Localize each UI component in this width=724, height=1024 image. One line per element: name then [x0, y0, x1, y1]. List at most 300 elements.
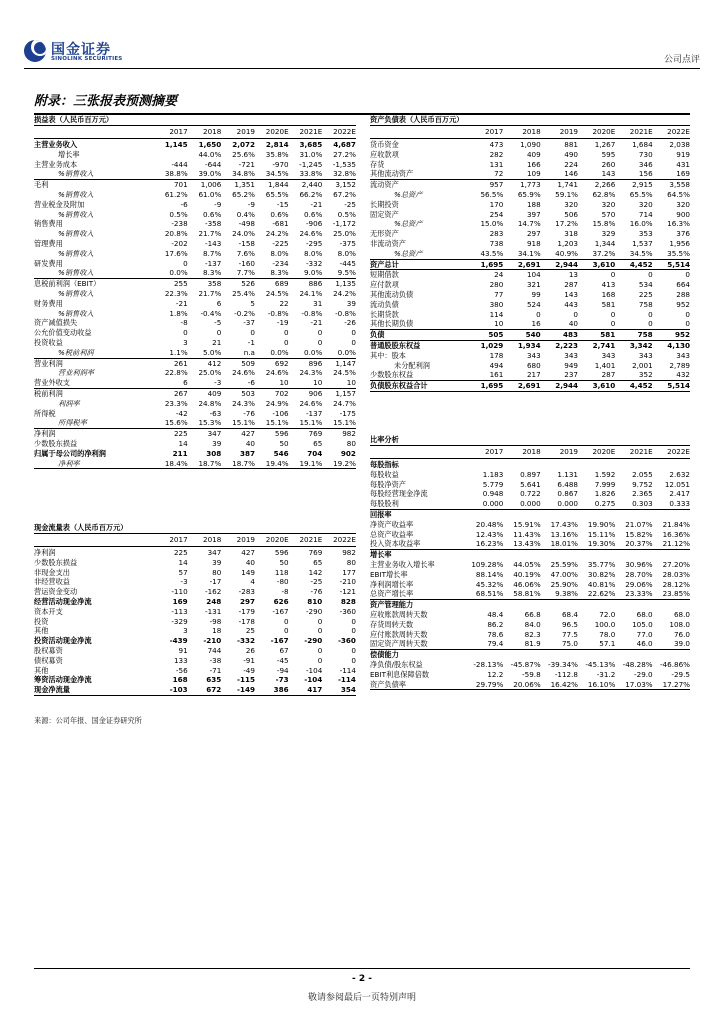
cell-value: 39 [212, 557, 222, 567]
cell-value: 0 [351, 655, 356, 665]
table-row [370, 361, 690, 371]
cell-value: 4 [250, 577, 255, 587]
cell-value: -114 [337, 675, 356, 685]
cell-value: 1.1% [169, 347, 188, 357]
cell-value: 78.0 [599, 629, 616, 639]
row-label: %销售收入 [58, 288, 94, 298]
cell-value: 595 [601, 149, 616, 159]
row-label: 普通股股东权益 [370, 340, 421, 350]
cell-value: -375 [339, 238, 356, 248]
table-row [370, 319, 690, 330]
cell-value: -114 [339, 665, 356, 675]
cell-value: -76 [243, 408, 255, 418]
table-row [370, 160, 690, 170]
cell-value: 86.2 [487, 619, 504, 629]
cell-value: 12.43% [475, 529, 504, 539]
row-label: 偿债能力 [370, 650, 399, 660]
cell-value: 15.1% [333, 418, 356, 428]
cell-value: 1.592 [594, 469, 616, 479]
cell-value: -103 [169, 685, 188, 695]
cell-value: 0.897 [520, 469, 541, 479]
cell-value: -115 [236, 675, 255, 685]
cell-value: 16.42% [550, 679, 578, 689]
cell-value: 46.06% [513, 579, 541, 589]
cell-value: -71 [209, 665, 222, 675]
table-row [34, 140, 356, 150]
table-row [34, 309, 356, 319]
cell-value: 24.7% [333, 398, 356, 408]
cell-value: -167 [272, 606, 289, 616]
cell-value: 25.90% [550, 579, 578, 589]
cell-value: -644 [205, 159, 222, 169]
cell-value: -143 [205, 238, 222, 248]
cell-value: 343 [526, 350, 541, 360]
table-row [34, 597, 356, 607]
cell-value: 22.62% [587, 589, 616, 599]
row-label: 投资 [34, 616, 49, 626]
cell-value: 0.275 [594, 499, 616, 509]
cell-value: 635 [206, 675, 222, 685]
cell-value: 39.0 [673, 639, 690, 649]
table-row [34, 169, 356, 180]
cell-value: 31 [313, 298, 323, 308]
cell-value: -290 [305, 606, 323, 616]
row-label: 净利润 [34, 548, 56, 557]
cell-value: 32.8% [333, 169, 356, 179]
row-label: %总资产 [394, 189, 423, 199]
cell-value: 4,452 [629, 381, 653, 391]
cell-value: 225 [638, 289, 653, 299]
row-label: 投资活动现金净流 [34, 636, 92, 646]
cell-value: 387 [239, 448, 255, 458]
cell-value: 1,773 [520, 180, 541, 190]
cell-value: 343 [601, 350, 616, 360]
cell-value: -45.13% [585, 659, 616, 669]
cell-value: -175 [339, 408, 356, 418]
cell-value: 23.3% [164, 398, 188, 408]
cell-value: 34.5% [629, 248, 653, 258]
cell-value: 0 [351, 626, 356, 636]
cell-value: 810 [307, 596, 323, 606]
cell-value: 2,789 [669, 360, 690, 370]
cell-value: -29.5 [671, 669, 690, 679]
cell-value [503, 460, 540, 470]
cell-value: 7.7% [236, 268, 255, 278]
row-label: EBIT利息保障倍数 [370, 669, 430, 679]
cell-value: -80 [276, 577, 289, 587]
cell-value: 14 [178, 557, 188, 567]
cell-value [578, 460, 615, 470]
cell-value: 1,537 [632, 238, 653, 248]
table-row [34, 279, 356, 289]
cell-value [541, 650, 578, 660]
cell-value: 320 [564, 199, 578, 209]
cell-value: 224 [564, 159, 578, 169]
cell-value: 18.4% [164, 458, 188, 468]
cell-value: 65.5% [629, 189, 653, 199]
table-row [370, 150, 690, 160]
row-label: 流动负债 [370, 299, 399, 309]
table-caption: 现金流量表（人民币百万元） [34, 522, 356, 534]
cell-value: 8.3% [270, 268, 289, 278]
cell-value: 4,452 [629, 259, 653, 269]
cell-value: 19.4% [265, 458, 289, 468]
cell-value: 260 [601, 159, 616, 169]
cell-value [154, 150, 188, 160]
cell-value: -721 [238, 159, 255, 169]
table-row [370, 341, 690, 351]
table-row [34, 568, 356, 578]
cell-value: 13.16% [550, 529, 578, 539]
cell-value: 2,741 [592, 340, 616, 350]
cell-value: 34.8% [232, 169, 255, 179]
cell-value: 84.0 [524, 619, 541, 629]
cell-value: 24.5% [333, 368, 356, 378]
cell-value [466, 460, 503, 470]
cell-value: 24.2% [333, 288, 356, 298]
cell-value: 17.27% [662, 679, 690, 689]
cell-value: 483 [562, 330, 578, 340]
cell-value: 1.826 [594, 489, 616, 499]
table-row [370, 381, 690, 392]
cell-value: 33.8% [299, 169, 323, 179]
table-row [34, 249, 356, 259]
cell-value: 10 [494, 319, 504, 329]
row-label: 其他 [34, 626, 49, 636]
year-header: 2018 [203, 127, 222, 136]
cell-value: 8.0% [270, 248, 289, 258]
cell-value: -158 [238, 238, 255, 248]
row-label: 少数股东权益 [370, 370, 414, 380]
row-label: 净资产收益率 [370, 519, 414, 529]
year-header: 2020E [592, 127, 616, 136]
cell-value: 30.82% [587, 569, 616, 579]
table-row [370, 489, 690, 499]
cell-value: 386 [273, 685, 289, 695]
year-header: 2017 [485, 447, 504, 456]
cell-value: 0 [648, 319, 653, 329]
cell-value: 1.131 [557, 469, 578, 479]
company-name-en: SINOLINK SECURITIES [51, 56, 123, 62]
cell-value: -295 [305, 238, 323, 248]
table-row [34, 368, 356, 378]
cell-value: 1,741 [557, 180, 578, 190]
cell-value: 1,934 [517, 340, 541, 350]
cell-value: -17 [209, 577, 222, 587]
cell-value: 329 [601, 229, 616, 239]
table-row [34, 429, 356, 439]
cell-value: 738 [489, 238, 504, 248]
cell-value: 39 [212, 438, 222, 448]
row-label: %销售收入 [58, 268, 94, 278]
row-label: 其他长期负债 [370, 319, 414, 329]
cell-value: 24 [494, 270, 504, 280]
cell-value: 35.77% [587, 559, 616, 569]
cell-value: 919 [676, 149, 690, 159]
row-label: %销售收入 [58, 169, 94, 179]
cell-value: 68.0 [673, 609, 690, 619]
cell-value: 1,844 [268, 180, 289, 190]
cell-value: 413 [601, 280, 616, 290]
cell-value: 166 [526, 159, 541, 169]
cell-value: 758 [638, 299, 653, 309]
cell-value: 0 [183, 258, 188, 268]
cell-value: 169 [676, 169, 690, 179]
year-header: 2019 [236, 535, 255, 544]
cell-value [653, 510, 690, 520]
cell-value: 503 [241, 388, 255, 398]
cell-value: 18.7% [198, 458, 222, 468]
table-row [370, 290, 690, 300]
cell-value: 900 [676, 209, 690, 219]
table-row [34, 318, 356, 328]
table-row [34, 558, 356, 568]
cell-value: 40 [568, 319, 578, 329]
cell-value: -290 [304, 636, 323, 646]
cell-value: 417 [307, 685, 323, 695]
cell-value: 169 [172, 596, 188, 606]
cell-value: 40.81% [587, 579, 616, 589]
cell-value: -0.4% [200, 308, 222, 318]
cell-value: 5,514 [667, 259, 690, 269]
row-label: 利润率 [58, 398, 80, 408]
cell-value: -329 [171, 616, 188, 626]
cell-value: 109 [526, 169, 541, 179]
cell-value: 91 [178, 645, 188, 655]
cell-value: 0.0% [270, 347, 289, 357]
cell-value: 473 [489, 140, 504, 149]
table-row [370, 210, 690, 220]
cell-value: 44.05% [513, 559, 541, 569]
cell-value: 35.5% [667, 248, 690, 258]
cell-value: 19.90% [587, 519, 616, 529]
cell-value: 25 [245, 626, 255, 636]
cell-value: 982 [342, 548, 356, 557]
cell-value: 0.722 [520, 489, 541, 499]
row-label: 资本开支 [34, 606, 63, 616]
cell-value: 65.2% [232, 189, 255, 199]
cell-value: -5 [214, 318, 222, 328]
cell-value: 3 [183, 337, 188, 347]
cell-value: 27.2% [333, 149, 356, 159]
cell-value: 680 [526, 360, 541, 370]
cell-value: 3,558 [669, 180, 690, 190]
cell-value: 4,687 [333, 140, 356, 149]
cell-value: 7.999 [594, 479, 616, 489]
source-note: 来源：公司年报、国金证券研究所 [34, 716, 142, 725]
cell-value: 0 [317, 337, 323, 347]
cell-value: -234 [272, 258, 289, 268]
cell-value: 701 [173, 180, 188, 190]
cell-value: 0.5% [169, 209, 188, 219]
cell-value: 353 [638, 229, 653, 239]
cell-value: 24.1% [299, 288, 323, 298]
cell-value: 149 [241, 567, 255, 577]
cell-value: 526 [241, 279, 255, 289]
cell-value: 0.4% [236, 209, 255, 219]
year-header: 2019 [559, 127, 578, 136]
cell-value: 1,695 [480, 259, 504, 269]
row-label: 现金净流量 [34, 685, 70, 695]
row-label: 股权募资 [34, 645, 63, 655]
cell-value: 19.2% [333, 458, 356, 468]
row-label: 无形资产 [370, 229, 399, 239]
table-row [34, 289, 356, 299]
cell-value: 443 [564, 299, 578, 309]
cell-value: 8.0% [337, 248, 356, 258]
cell-value: 161 [489, 370, 504, 380]
cell-value: 48.4 [487, 609, 504, 619]
cell-value: 0.0% [169, 268, 188, 278]
cell-value: 43.5% [480, 248, 504, 258]
cell-value: 80 [346, 557, 356, 567]
row-label: 存货周转天数 [370, 619, 414, 629]
row-label: 增长率 [370, 550, 392, 560]
row-label: 经营活动现金净流 [34, 596, 92, 606]
cell-value: 769 [308, 548, 323, 557]
cell-value: 5.0% [203, 347, 222, 357]
cell-value: 15.3% [198, 418, 222, 428]
cell-value [578, 600, 615, 610]
cell-value: 0.5% [337, 209, 356, 219]
cell-value: 1,135 [335, 279, 356, 289]
cell-value: -3 [214, 378, 222, 388]
cell-value: -149 [236, 685, 255, 695]
cell-value: 80 [346, 438, 356, 448]
cell-value: 2,814 [265, 140, 289, 149]
cell-value: 72.0 [599, 609, 616, 619]
cell-value: 297 [239, 596, 255, 606]
cell-value: -906 [305, 219, 323, 229]
cell-value: 104 [526, 270, 541, 280]
cell-value: -98 [209, 616, 222, 626]
cell-value: 881 [564, 140, 578, 149]
cell-value: 29.79% [475, 679, 504, 689]
cell-value: 524 [526, 299, 541, 309]
cell-value: 20.8% [164, 229, 188, 239]
cell-value: 540 [525, 330, 541, 340]
cell-value: 318 [564, 229, 578, 239]
table-row [34, 328, 356, 338]
row-label: 非经营收益 [34, 577, 70, 587]
cell-value: 24.0% [232, 229, 255, 239]
page-number: - 2 - [352, 974, 372, 984]
row-label: 应收账款周转天数 [370, 609, 428, 619]
table-row [370, 560, 690, 570]
cell-value: 10 [346, 378, 356, 388]
cell-value: 704 [307, 448, 323, 458]
cell-value: 14.7% [517, 219, 541, 229]
cell-value: 0 [536, 309, 541, 319]
cell-value: 287 [601, 370, 616, 380]
cell-value: 1,650 [198, 140, 222, 149]
row-label: 增长率 [58, 149, 80, 159]
cell-value: 1,090 [520, 140, 541, 149]
cell-value: -49 [243, 665, 255, 675]
cell-value: 0 [351, 645, 356, 655]
cell-value: 432 [676, 370, 690, 380]
cell-value: 28.70% [625, 569, 653, 579]
table-row [370, 470, 690, 480]
cell-value: 5.779 [482, 479, 504, 489]
cell-value: 79.4 [487, 639, 504, 649]
cell-value: 13 [568, 270, 578, 280]
cell-value: -8 [281, 587, 289, 597]
table-row [34, 607, 356, 617]
cell-value: 409 [526, 149, 541, 159]
table-row [370, 169, 690, 180]
cell-value: -160 [238, 258, 255, 268]
cell-value: 211 [172, 448, 188, 458]
cell-value: 24.5% [265, 288, 289, 298]
cell-value: -332 [305, 258, 323, 268]
cell-value: 3,342 [629, 340, 653, 350]
cell-value: 39 [346, 298, 356, 308]
cell-value: 0.000 [520, 499, 541, 509]
cell-value: 0.000 [557, 499, 578, 509]
cell-value: 2,944 [555, 381, 578, 391]
cell-value [541, 600, 578, 610]
cell-value: -0.8% [335, 308, 356, 318]
cell-value: 689 [274, 279, 289, 289]
cell-value: 0 [648, 270, 653, 280]
cell-value: 758 [637, 330, 653, 340]
cell-value: 24.6% [299, 229, 323, 239]
year-header: 2018 [522, 447, 541, 456]
cell-value: 506 [564, 209, 578, 219]
cell-value: 886 [308, 279, 323, 289]
cell-value: 2,038 [669, 140, 690, 149]
cell-value: 59.1% [555, 189, 578, 199]
row-label: 其他流动资产 [370, 169, 414, 179]
row-label: 管理费用 [34, 238, 63, 248]
cell-value: -225 [272, 238, 289, 248]
cell-value: 0 [250, 328, 255, 338]
table-row [34, 675, 356, 685]
cell-value: 22.8% [164, 368, 188, 378]
cell-value: 10 [279, 378, 289, 388]
row-label: 长期贷款 [370, 309, 399, 319]
cell-value [653, 600, 690, 610]
cell-value: 1.8% [169, 308, 188, 318]
table-row [370, 510, 690, 520]
cell-value: 267 [173, 388, 188, 398]
table-row [370, 351, 690, 361]
row-label: 资产负债率 [370, 679, 406, 689]
cell-value: 8.7% [203, 248, 222, 258]
table-row [370, 370, 690, 381]
cell-value: 8.0% [304, 248, 323, 258]
cell-value: 15.1% [265, 418, 289, 428]
table-row [370, 520, 690, 530]
year-header: 2022E [667, 447, 690, 456]
cell-value: 65 [313, 438, 323, 448]
cell-value: 50 [279, 557, 289, 567]
row-label: 应付账款周转天数 [370, 629, 428, 639]
row-label: 净利率 [58, 458, 80, 468]
cell-value: 9.38% [555, 589, 578, 599]
cell-value: 714 [638, 209, 653, 219]
table-row [370, 249, 690, 260]
cell-value: -25 [310, 577, 323, 587]
cell-value: 72 [494, 169, 504, 179]
cell-value: 15.1% [299, 418, 323, 428]
cell-value: -28.13% [473, 659, 504, 669]
cell-value [653, 460, 690, 470]
row-label: 营业利润率 [58, 368, 94, 378]
cell-value: 156 [638, 169, 653, 179]
cell-value [503, 510, 540, 520]
